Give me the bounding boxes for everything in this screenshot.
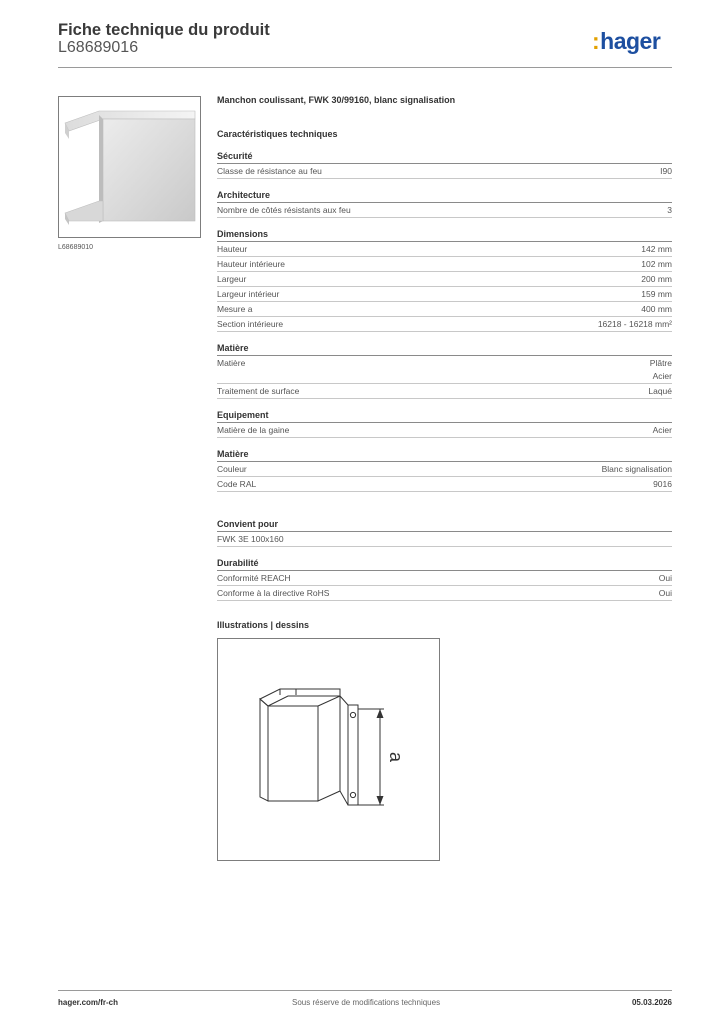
section-securite — [217, 150, 672, 179]
spec-value: I90 — [660, 166, 672, 176]
section-title: Dimensions — [217, 228, 672, 242]
arrow-down-icon — [377, 796, 384, 805]
spec-label: Largeur intérieur — [217, 289, 280, 299]
photo-caption: L68689010 — [58, 244, 94, 251]
section-architecture — [217, 189, 672, 218]
spec-row — [217, 477, 672, 492]
section-equipement — [217, 409, 672, 438]
spec-row — [217, 356, 672, 384]
spec-row — [217, 586, 672, 601]
characteristics-heading: Caractéristiques techniques — [217, 129, 338, 139]
spec-label: Matière — [217, 358, 246, 368]
spec-row — [217, 462, 672, 477]
spec-value: 142 mm — [641, 244, 672, 254]
spec-label: Traitement de surface — [217, 386, 300, 396]
spec-row — [217, 317, 672, 332]
section-title: Convient pour — [217, 518, 672, 532]
spec-value: 102 mm — [641, 259, 672, 269]
spec-label: Hauteur intérieure — [217, 259, 286, 269]
spec-row — [217, 384, 672, 399]
footer-divider — [58, 990, 672, 991]
spec-row — [217, 203, 672, 218]
spec-column — [217, 94, 672, 601]
footer-disclaimer: Sous réserve de modifications techniques — [292, 998, 441, 1007]
spec-row — [217, 164, 672, 179]
spec-value: Acier — [652, 425, 672, 435]
logo-text: hager — [600, 28, 661, 54]
spec-row — [217, 272, 672, 287]
illustrations-heading: Illustrations | dessins — [217, 620, 310, 630]
spec-value: Laqué — [648, 386, 672, 396]
spec-label: Largeur — [217, 274, 247, 284]
section-title: Sécurité — [217, 150, 672, 164]
spec-value: Oui — [658, 573, 672, 583]
dimension-label: a — [386, 751, 406, 763]
logo-colon: : — [592, 28, 600, 54]
section-title: Matière — [217, 448, 672, 462]
spec-label: Section intérieure — [217, 319, 284, 329]
spec-value: Oui — [658, 588, 672, 598]
technical-drawing-image — [218, 639, 439, 860]
spec-row — [217, 532, 672, 547]
spec-row — [217, 423, 672, 438]
hager-logo[interactable] — [592, 28, 660, 55]
spec-label: Code RAL — [217, 479, 257, 489]
spec-value: 159 mm — [641, 289, 672, 299]
product-photo — [58, 96, 201, 238]
spec-value: Blanc signalisation — [601, 464, 672, 474]
spec-row — [217, 242, 672, 257]
product-name: Manchon coulissant, FWK 30/99160, blanc signalisation — [217, 95, 456, 105]
section-dimensions — [217, 228, 672, 332]
spec-label: FWK 3E 100x160 — [217, 534, 284, 544]
spec-row — [217, 287, 672, 302]
spec-value: 3 — [667, 205, 672, 215]
section-title: Matière — [217, 342, 672, 356]
spec-value — [650, 357, 672, 383]
spec-label: Classe de résistance au feu — [217, 166, 322, 176]
arrow-up-icon — [377, 709, 384, 718]
product-reference: L68689016 — [58, 39, 139, 56]
spec-label: Mesure a — [217, 304, 253, 314]
footer-date: 05.03.2026 — [631, 998, 672, 1007]
section-matiere — [217, 342, 672, 399]
spec-value-line: Plâtre — [649, 358, 672, 368]
spec-label: Couleur — [217, 464, 247, 474]
spec-value: 16218 - 16218 mm² — [597, 319, 672, 329]
spec-label: Conformité REACH — [217, 573, 291, 583]
spec-value: 200 mm — [641, 274, 672, 284]
section-title: Equipement — [217, 409, 672, 423]
spec-label: Conforme à la directive RoHS — [217, 588, 330, 598]
section-durabilite — [217, 557, 672, 601]
section-matiere-couleur — [217, 448, 672, 492]
spec-row — [217, 302, 672, 317]
technical-drawing — [217, 638, 440, 861]
spec-label: Hauteur — [217, 244, 248, 254]
section-convient-pour — [217, 518, 672, 547]
document-title: Fiche technique du produit — [58, 21, 270, 39]
section-title: Architecture — [217, 189, 672, 203]
spec-label: Nombre de côtés résistants aux feu — [217, 205, 351, 215]
footer-website-link[interactable]: hager.com/fr-ch — [58, 998, 119, 1007]
spec-label: Matière de la gaine — [217, 425, 290, 435]
spec-value-line: Acier — [652, 371, 672, 381]
spec-row — [217, 257, 672, 272]
section-title: Durabilité — [217, 557, 672, 571]
spec-value: 9016 — [653, 479, 672, 489]
spec-row — [217, 571, 672, 586]
product-photo-image — [59, 97, 200, 237]
spec-value: 400 mm — [641, 304, 672, 314]
header-divider — [58, 67, 672, 68]
